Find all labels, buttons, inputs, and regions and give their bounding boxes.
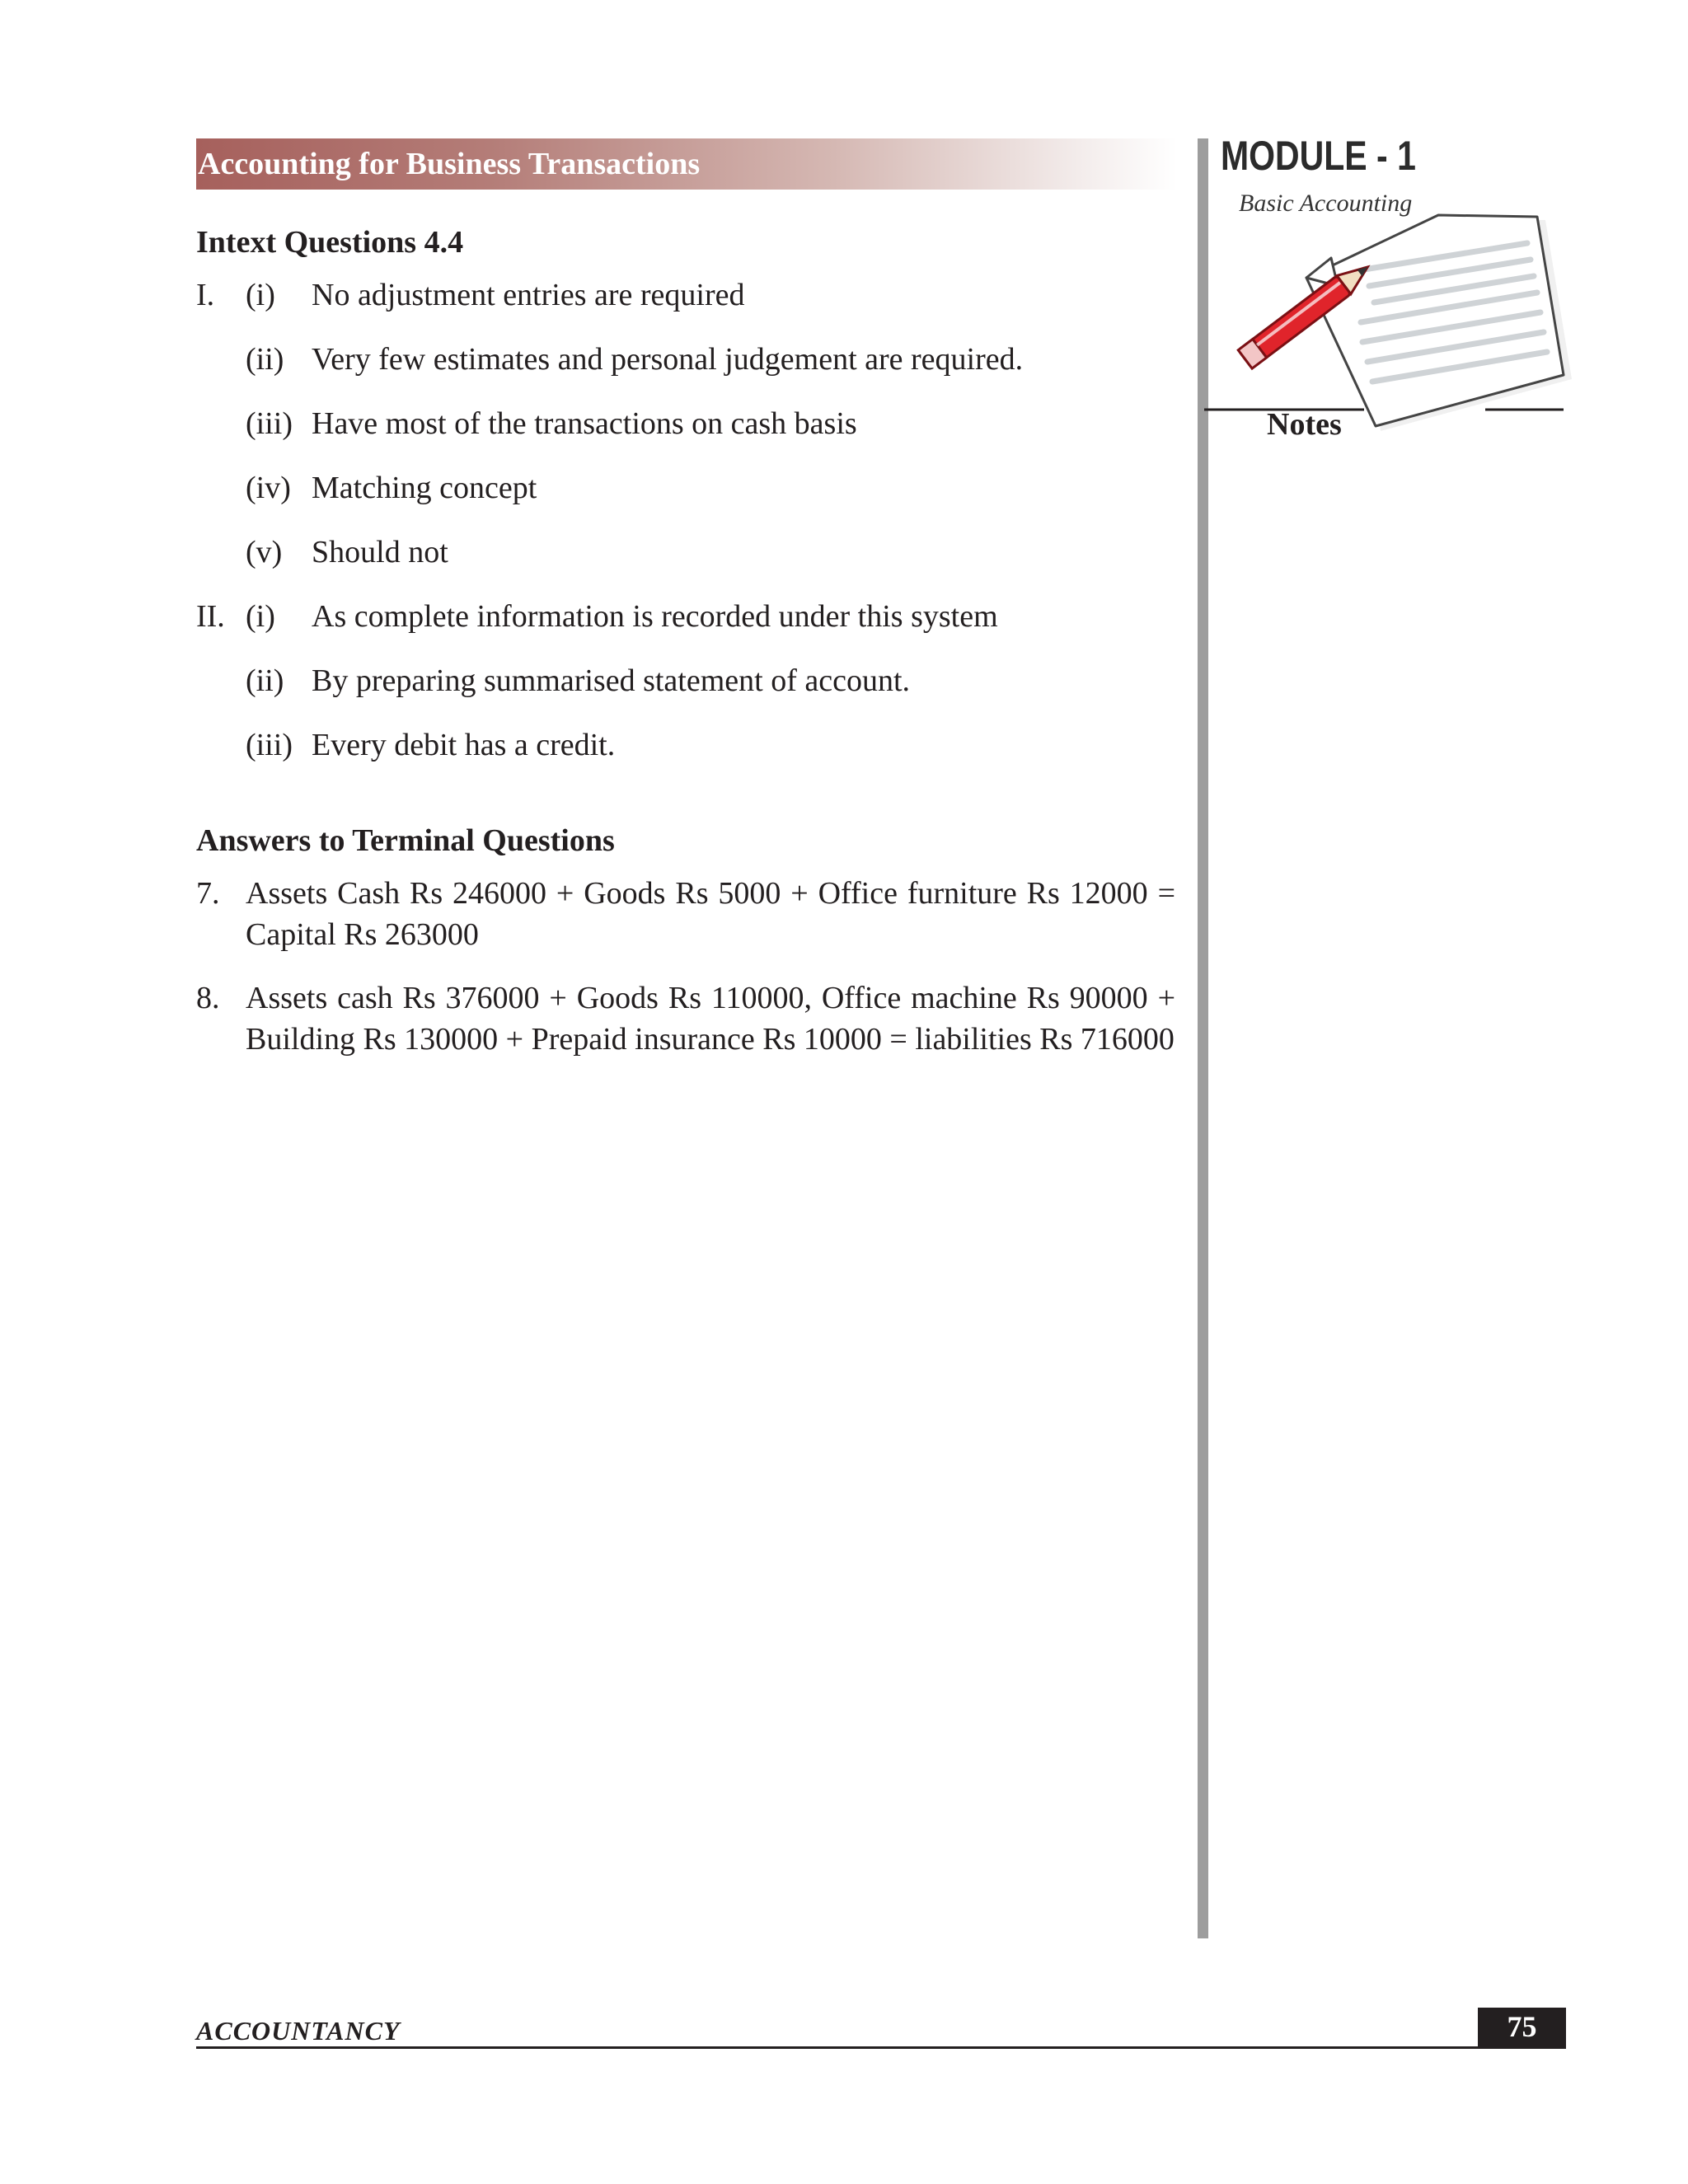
list-item-number: (i) [246, 599, 275, 634]
answer-text: Assets cash Rs 376000 + Goods Rs 110000, Office machine Rs 90000 + Building Rs 130000 + Prepaid insurance Rs 10000 = liabilities Rs 716000 [246, 981, 1175, 1057]
answer-number: 7. [196, 876, 220, 911]
list-item-number: (iv) [246, 471, 291, 505]
group-roman-numeral: I. [196, 278, 215, 312]
list-item: By preparing summarised statement of account. [312, 663, 911, 698]
list-item: Should not [312, 535, 448, 569]
list-item-number: (iii) [246, 406, 293, 441]
list-item: Every debit has a credit. [312, 728, 616, 762]
module-subtitle: Basic Accounting [1239, 190, 1413, 217]
list-item: Very few estimates and personal judgement are required. [312, 342, 1024, 377]
terminal-questions-heading: Answers to Terminal Questions [196, 823, 615, 858]
list-item: Matching concept [312, 471, 537, 505]
footer-subject-label: ACCOUNTANCY [196, 2016, 401, 2046]
list-item-number: (i) [246, 278, 275, 312]
page-number: 75 [1478, 2008, 1566, 2046]
list-item-number: (ii) [246, 342, 284, 377]
notepad-with-pencil-icon [1199, 210, 1578, 449]
list-item: Have most of the transactions on cash basis [312, 406, 857, 441]
group-roman-numeral: II. [196, 599, 225, 634]
list-item: No adjustment entries are required [312, 278, 745, 312]
list-item-number: (v) [246, 535, 283, 569]
module-title: MODULE - 1 [1221, 133, 1416, 179]
list-item: As complete information is recorded under this system [312, 599, 998, 634]
answer-text: Assets Cash Rs 246000 + Goods Rs 5000 + Office furniture Rs 12000 = Capital Rs 263000 [246, 876, 1175, 952]
answer-number: 8. [196, 981, 220, 1015]
footer-rule [196, 2046, 1566, 2049]
intext-questions-heading: Intext Questions 4.4 [196, 225, 464, 260]
list-item-number: (ii) [246, 663, 284, 698]
notes-label: Notes [1267, 407, 1342, 442]
chapter-title: Accounting for Business Transactions [198, 147, 701, 181]
list-item-number: (iii) [246, 728, 293, 762]
